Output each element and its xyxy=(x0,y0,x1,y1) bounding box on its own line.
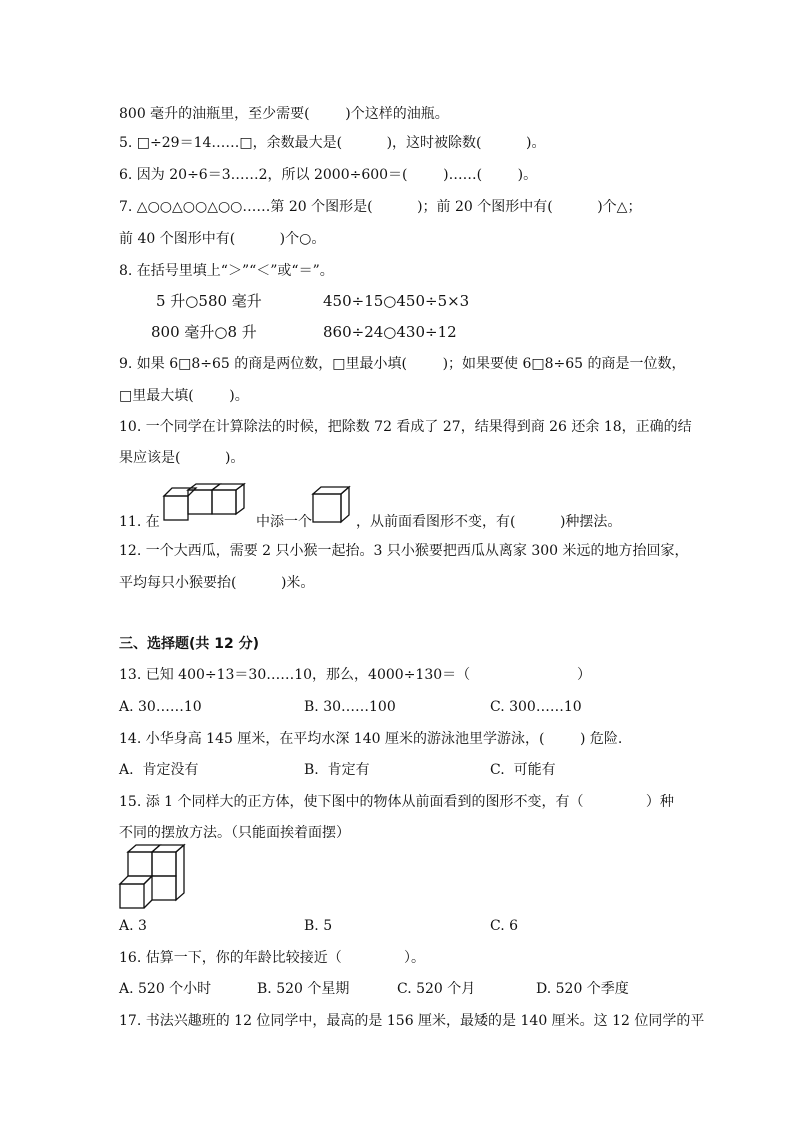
q13: 13. 已知 400÷13＝30……10，那么，4000÷130＝（ ） xyxy=(119,667,591,683)
q14-option-c: C. 可能有 xyxy=(490,762,556,778)
q14-option-a: A. 肯定没有 xyxy=(119,762,199,778)
q10-line2: 果应该是( )。 xyxy=(119,450,245,466)
q5: 5. □÷29＝14……□，余数最大是( )，这时被除数( )。 xyxy=(119,135,546,151)
q15-line1: 15. 添 1 个同样大的正方体，使下图中的物体从前面看到的图形不变，有（ ）种 xyxy=(119,794,674,810)
q8-item-4: 860÷24○430÷12 xyxy=(323,323,457,341)
q6: 6. 因为 20÷6＝3……2，所以 2000÷600＝( )……( )。 xyxy=(119,167,538,183)
q15-option-c: C. 6 xyxy=(490,918,519,934)
q16-option-b: B. 520 个星期 xyxy=(257,981,350,997)
q9-line2: □里最大填( )。 xyxy=(119,388,249,404)
q14: 14. 小华身高 145 厘米，在平均水深 140 厘米的游泳池里学游泳，( ) 危险. xyxy=(119,731,623,747)
q16-option-a: A. 520 个小时 xyxy=(119,981,212,997)
q16-option-c: C. 520 个月 xyxy=(397,981,476,997)
q4-tail: 800 毫升的油瓶里，至少需要( )个这样的油瓶。 xyxy=(119,106,449,122)
q11-suffix: ，从前面看图形不变，有( )种摆法。 xyxy=(356,514,622,530)
q8-item-2: 450÷15○450÷5×3 xyxy=(323,292,470,310)
q12-line1: 12. 一个大西瓜，需要 2 只小猴一起抬。3 只小猴要把西瓜从离家 300 米远的地方抬回家， xyxy=(119,543,689,559)
q13-option-b: B. 30……100 xyxy=(304,699,396,715)
q9-line1: 9. 如果 6□8÷65 的商是两位数，□里最小填( )；如果要使 6□8÷65 的商是一位数， xyxy=(119,356,686,372)
single-cube-figure xyxy=(310,484,352,526)
q13-option-a: A. 30……10 xyxy=(119,699,202,715)
q7-line2: 前 40 个图形中有( )个○。 xyxy=(119,231,326,247)
q17: 17. 书法兴趣班的 12 位同学中，最高的是 156 厘米，最矮的是 140 厘米。这 12 位同学的平 xyxy=(119,1013,705,1029)
q8-item-1: 5 升○580 毫升 xyxy=(156,292,262,310)
section-3-heading: 三、选择题(共 12 分) xyxy=(119,636,260,652)
q10-line1: 10. 一个同学在计算除法的时候，把除数 72 看成了 27，结果得到商 26 还余 18，正确的结 xyxy=(119,419,692,435)
q15-option-b: B. 5 xyxy=(304,918,333,934)
q8: 8. 在括号里填上“＞”“＜”或“＝”。 xyxy=(119,263,334,279)
q8-item-3: 800 毫升○8 升 xyxy=(151,323,257,341)
q12-line2: 平均每只小猴要抬( )米。 xyxy=(119,575,315,591)
q11-middle: 中添一个 xyxy=(256,514,312,530)
q15-line2: 不同的摆放方法。（只能面挨着面摆） xyxy=(119,825,350,841)
q15-option-a: A. 3 xyxy=(119,918,147,934)
cubes-stack-figure xyxy=(116,843,188,911)
q16-option-d: D. 520 个季度 xyxy=(536,981,629,997)
q16: 16. 估算一下，你的年龄比较接近（ ）。 xyxy=(119,950,426,966)
q7-line1: 7. △○○△○○△○○……第 20 个图形是( )；前 20 个图形中有( )个△； xyxy=(119,199,642,215)
q11-prefix: 11. 在 xyxy=(119,514,160,530)
cubes-row-figure xyxy=(160,482,250,524)
q14-option-b: B. 肯定有 xyxy=(304,762,370,778)
q13-option-c: C. 300……10 xyxy=(490,699,582,715)
